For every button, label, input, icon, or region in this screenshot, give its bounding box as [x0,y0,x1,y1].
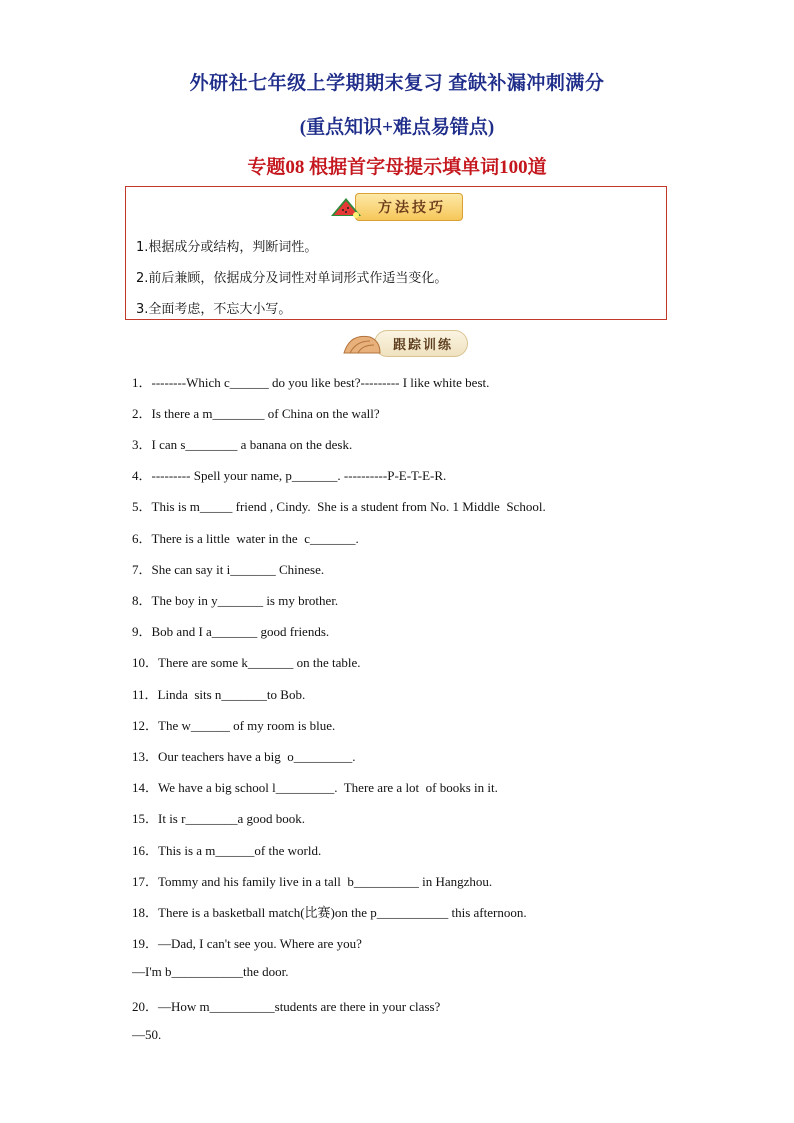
question-item: 5．This is m_____ friend , Cindy. She is a student from No. 1 Middle School. [132,499,546,514]
question-item: 1．--------Which c______ do you like best?--------- I like white best. [132,375,490,390]
title-topic: 专题08 根据首字母提示填单词100道 [247,157,547,178]
question-item: 16．This is a m______of the world. [132,843,322,858]
question-item: 20．—How m__________students are there in your class? [132,999,441,1014]
method-box [125,186,667,320]
question-item: 18．There is a basketball match(比赛)on the p___________ this afternoon. [132,905,527,920]
question-item: 15．It is r________a good book. [132,811,305,826]
question-item: 6．There is a little water in the c_______. [132,531,359,546]
method-banner [329,193,463,221]
watermelon-icon [329,196,363,218]
shell-icon [340,331,384,357]
question-item: 17．Tommy and his family live in a tall b__________ in Hangzhou. [132,874,493,889]
question-item: 19．—Dad, I can't see you. Where are you? [132,936,362,951]
question-item: 8．The boy in y_______ is my brother. [132,593,339,608]
answer-line: —50. [132,1027,162,1042]
question-item: 7．She can say it i_______ Chinese. [132,562,325,577]
training-banner-label: 跟踪训练 [374,330,468,357]
method-line: 2.前后兼顾，依据成分及词性对单词形式作适当变化。 [136,271,448,286]
title-sub: (重点知识+难点易错点) [299,117,495,138]
question-item: 11．Linda sits n_______to Bob. [132,687,306,702]
method-banner-label: 方法技巧 [355,193,463,221]
question-item: 2．Is there a m________ of China on the wall? [132,406,380,421]
question-item: 9．Bob and I a_______ good friends. [132,624,330,639]
question-item: 14．We have a big school l_________. There are a lot of books in it. [132,780,498,795]
method-line: 1.根据成分或结构，判断词性。 [136,240,318,255]
question-item: 13．Our teachers have a big o_________. [132,749,356,764]
question-item: 3．I can s________ a banana on the desk. [132,437,353,452]
question-item: 12．The w______ of my room is blue. [132,718,336,733]
title-main: 外研社七年级上学期期末复习 查缺补漏冲刺满分 [189,73,605,94]
method-line: 3.全面考虑，不忘大小写。 [136,302,292,317]
training-banner [340,330,468,357]
question-item: 10．There are some k_______ on the table. [132,655,361,670]
question-item: 4．--------- Spell your name, p_______. ----------P-E-T-E-R. [132,468,447,483]
answer-line: —I'm b___________the door. [132,964,289,979]
